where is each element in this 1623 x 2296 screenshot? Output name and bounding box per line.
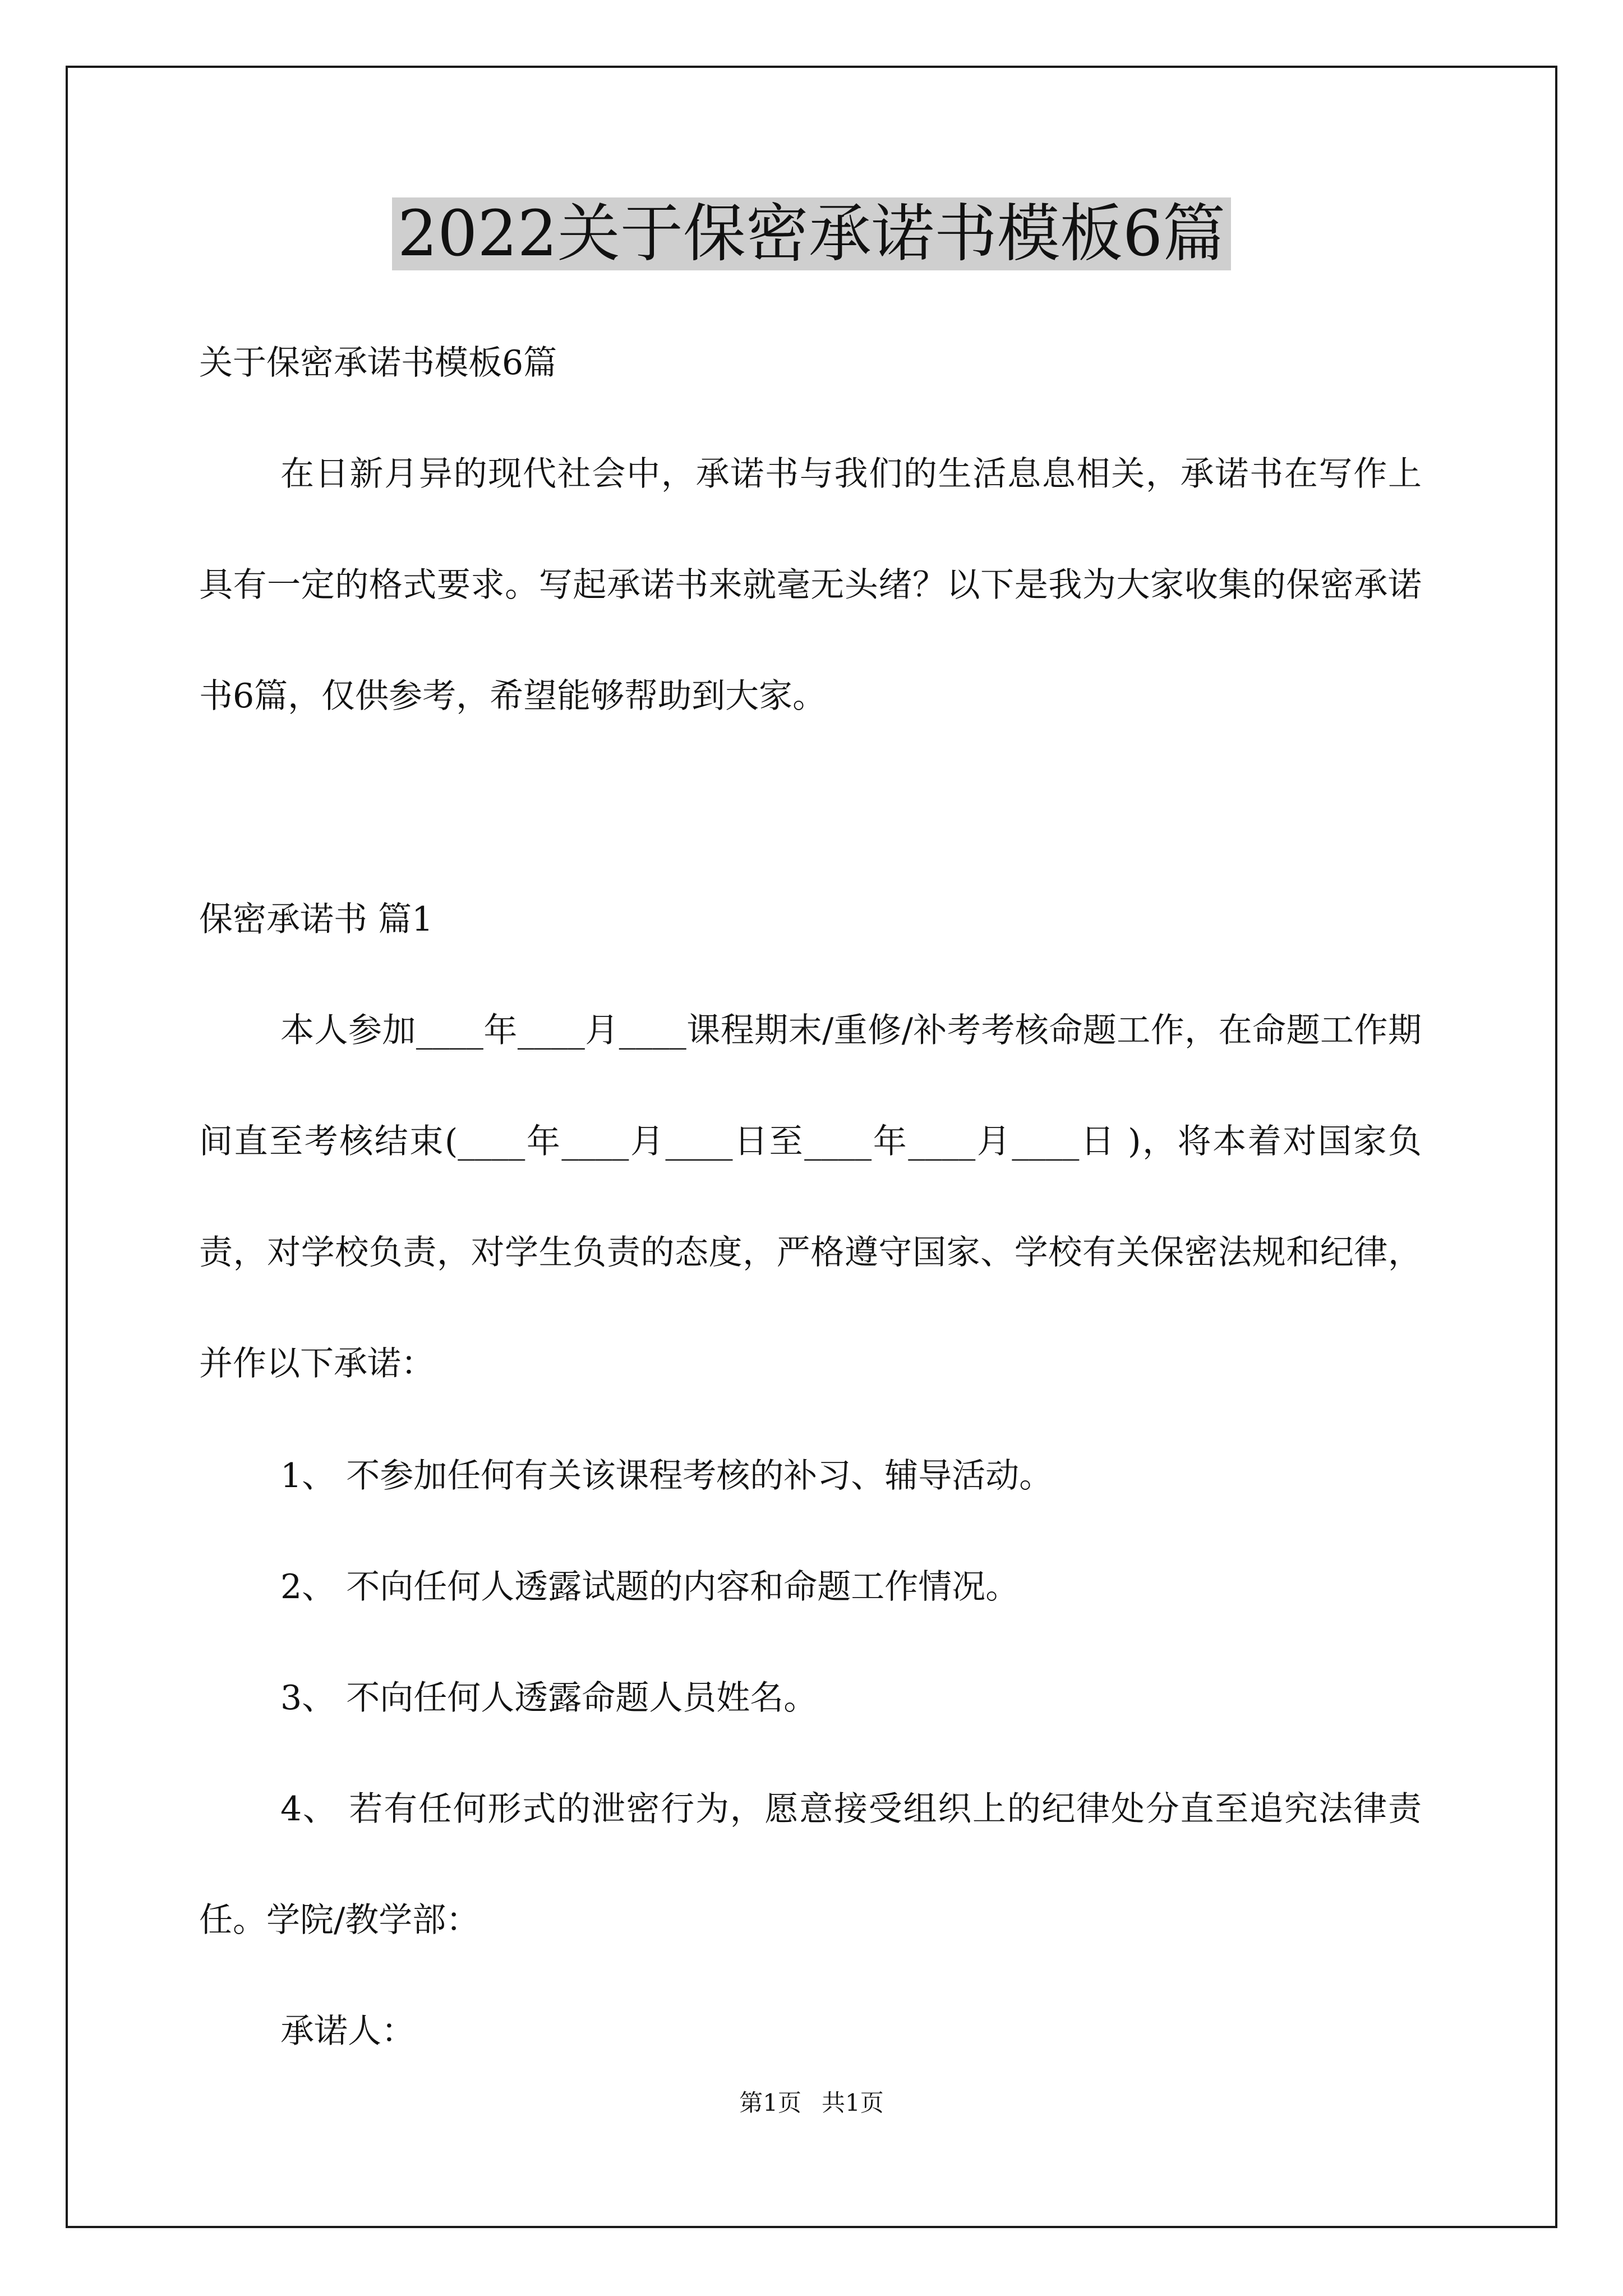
- signature-line: 承诺人：: [280, 2012, 415, 2051]
- document-title: [0, 196, 1623, 272]
- intro-paragraph: 在日新月异的现代社会中，承诺书与我们的生活息息相关，承诺书在写作上具有一定的格式要求。写起承诺书来就毫无头绪？以下是我为大家收集的保密承诺书6篇，仅供参考，希望能够帮助到大家。: [199, 454, 1422, 716]
- commitment-paragraph: 本人参加____年____月____课程期末/重修/补考考核命题工作，在命题工作期间直至考核结束(____年____月____日至____年____月____日 )，将本着对国家负责，对学校负责，对学生负责的态度，严格遵守国家、学校有关保密法规和纪律，并作以下承诺：: [199, 1011, 1422, 1383]
- page-number: 第1页: [739, 2089, 801, 2116]
- page-total: 共1页: [822, 2089, 884, 2116]
- commitment-item-3: 3、 不向任何人透露命题人员姓名。: [280, 1678, 818, 1718]
- page-footer: [0, 2091, 1623, 2115]
- commitment-item-2: 2、 不向任何人透露试题的内容和命题工作情况。: [280, 1567, 1020, 1607]
- document-subtitle: 关于保密承诺书模板6篇: [199, 343, 557, 383]
- commitment-item-4: 4、 若有任何形式的泄密行为，愿意接受组织上的纪律处分直至追究法律责任。学院/教学部：: [199, 1789, 1422, 1940]
- section-heading: 保密承诺书 篇1: [199, 900, 434, 939]
- commitment-item-1: 1、 不参加任何有关该课程考核的补习、辅导活动。: [280, 1456, 1053, 1496]
- document-title-text: 2022关于保密承诺书模板6篇: [392, 197, 1231, 270]
